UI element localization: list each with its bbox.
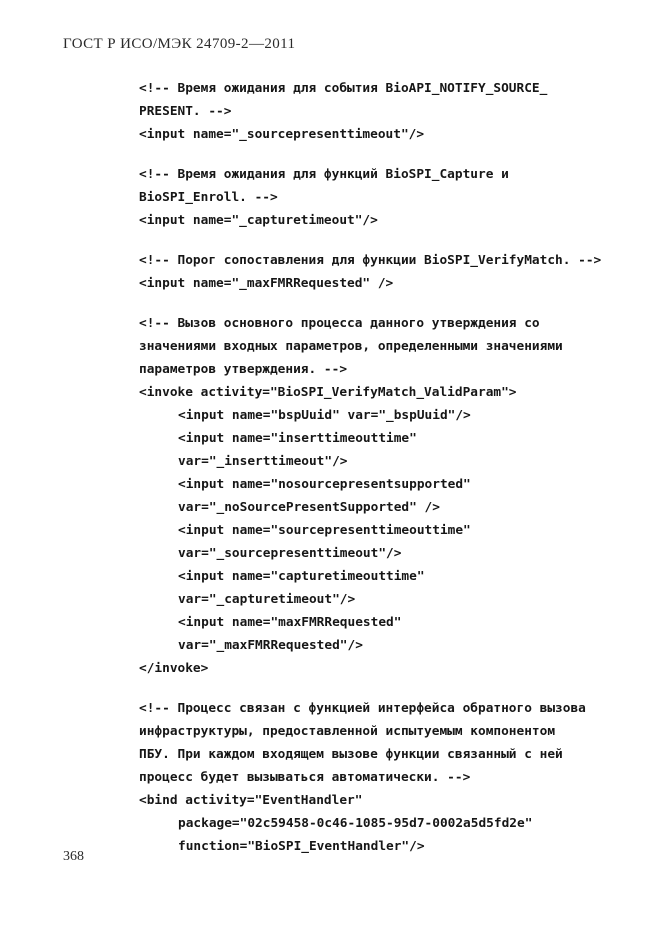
code-line: var="_inserttimeout"/> bbox=[178, 454, 348, 469]
code-line: <!-- Вызов основного процесса данного утверждения со bbox=[139, 316, 540, 331]
code-line: BioSPI_Enroll. --> bbox=[139, 190, 278, 205]
code-line: <input name="_sourcepresenttimeout"/> bbox=[139, 127, 425, 142]
code-line: var="_capturetimeout"/> bbox=[178, 592, 356, 607]
code-line: <!-- Процесс связан с функцией интерфейса обратного вызова bbox=[139, 701, 586, 716]
code-line: <input name="bspUuid" var="_bspUuid"/> bbox=[178, 408, 471, 423]
code-line: <invoke activity="BioSPI_VerifyMatch_ValidParam"> bbox=[139, 385, 517, 400]
code-line: <input name="_maxFMRRequested" /> bbox=[139, 276, 394, 291]
code-line: var="_noSourcePresentSupported" /> bbox=[178, 500, 440, 515]
code-line: function="BioSPI_EventHandler"/> bbox=[178, 839, 425, 854]
code-line: <input name="sourcepresenttimeouttime" bbox=[178, 523, 471, 538]
xml-code-listing bbox=[139, 77, 601, 875]
code-line: <input name="capturetimeouttime" bbox=[178, 569, 425, 584]
code-line: <!-- Время ожидания для функций BioSPI_Capture и bbox=[139, 167, 509, 182]
code-line: package="02c59458-0c46-1085-95d7-0002a5d5fd2e" bbox=[178, 816, 533, 831]
code-block bbox=[139, 312, 601, 680]
code-line: var="_sourcepresenttimeout"/> bbox=[178, 546, 402, 561]
code-line: <input name="nosourcepresentsupported" bbox=[178, 477, 471, 492]
code-line: ПБУ. При каждом входящем вызове функции связанный с ней bbox=[139, 747, 563, 762]
code-block bbox=[139, 697, 601, 858]
code-block bbox=[139, 77, 601, 146]
code-block bbox=[139, 163, 601, 232]
page-number: 368 bbox=[63, 849, 84, 864]
code-line: <!-- Порог сопоставления для функции BioSPI_VerifyMatch. --> bbox=[139, 253, 602, 268]
code-line: <input name="inserttimeouttime" bbox=[178, 431, 417, 446]
code-line: PRESENT. --> bbox=[139, 104, 232, 119]
code-line: <input name="_capturetimeout"/> bbox=[139, 213, 378, 228]
document-header-title: ГОСТ Р ИСО/МЭК 24709-2—2011 bbox=[63, 36, 296, 52]
code-line: значениями входных параметров, определенными значениями bbox=[139, 339, 563, 354]
code-block bbox=[139, 249, 601, 295]
code-line: процесс будет вызываться автоматически. --> bbox=[139, 770, 471, 785]
code-line: </invoke> bbox=[139, 661, 209, 676]
code-line: <input name="maxFMRRequested" bbox=[178, 615, 402, 630]
code-line: <bind activity="EventHandler" bbox=[139, 793, 363, 808]
code-line: <!-- Время ожидания для события BioAPI_NOTIFY_SOURCE_ bbox=[139, 81, 548, 96]
code-line: инфраструктуры, предоставленной испытуемым компонентом bbox=[139, 724, 556, 739]
code-line: параметров утверждения. --> bbox=[139, 362, 348, 377]
code-line: var="_maxFMRRequested"/> bbox=[178, 638, 363, 653]
